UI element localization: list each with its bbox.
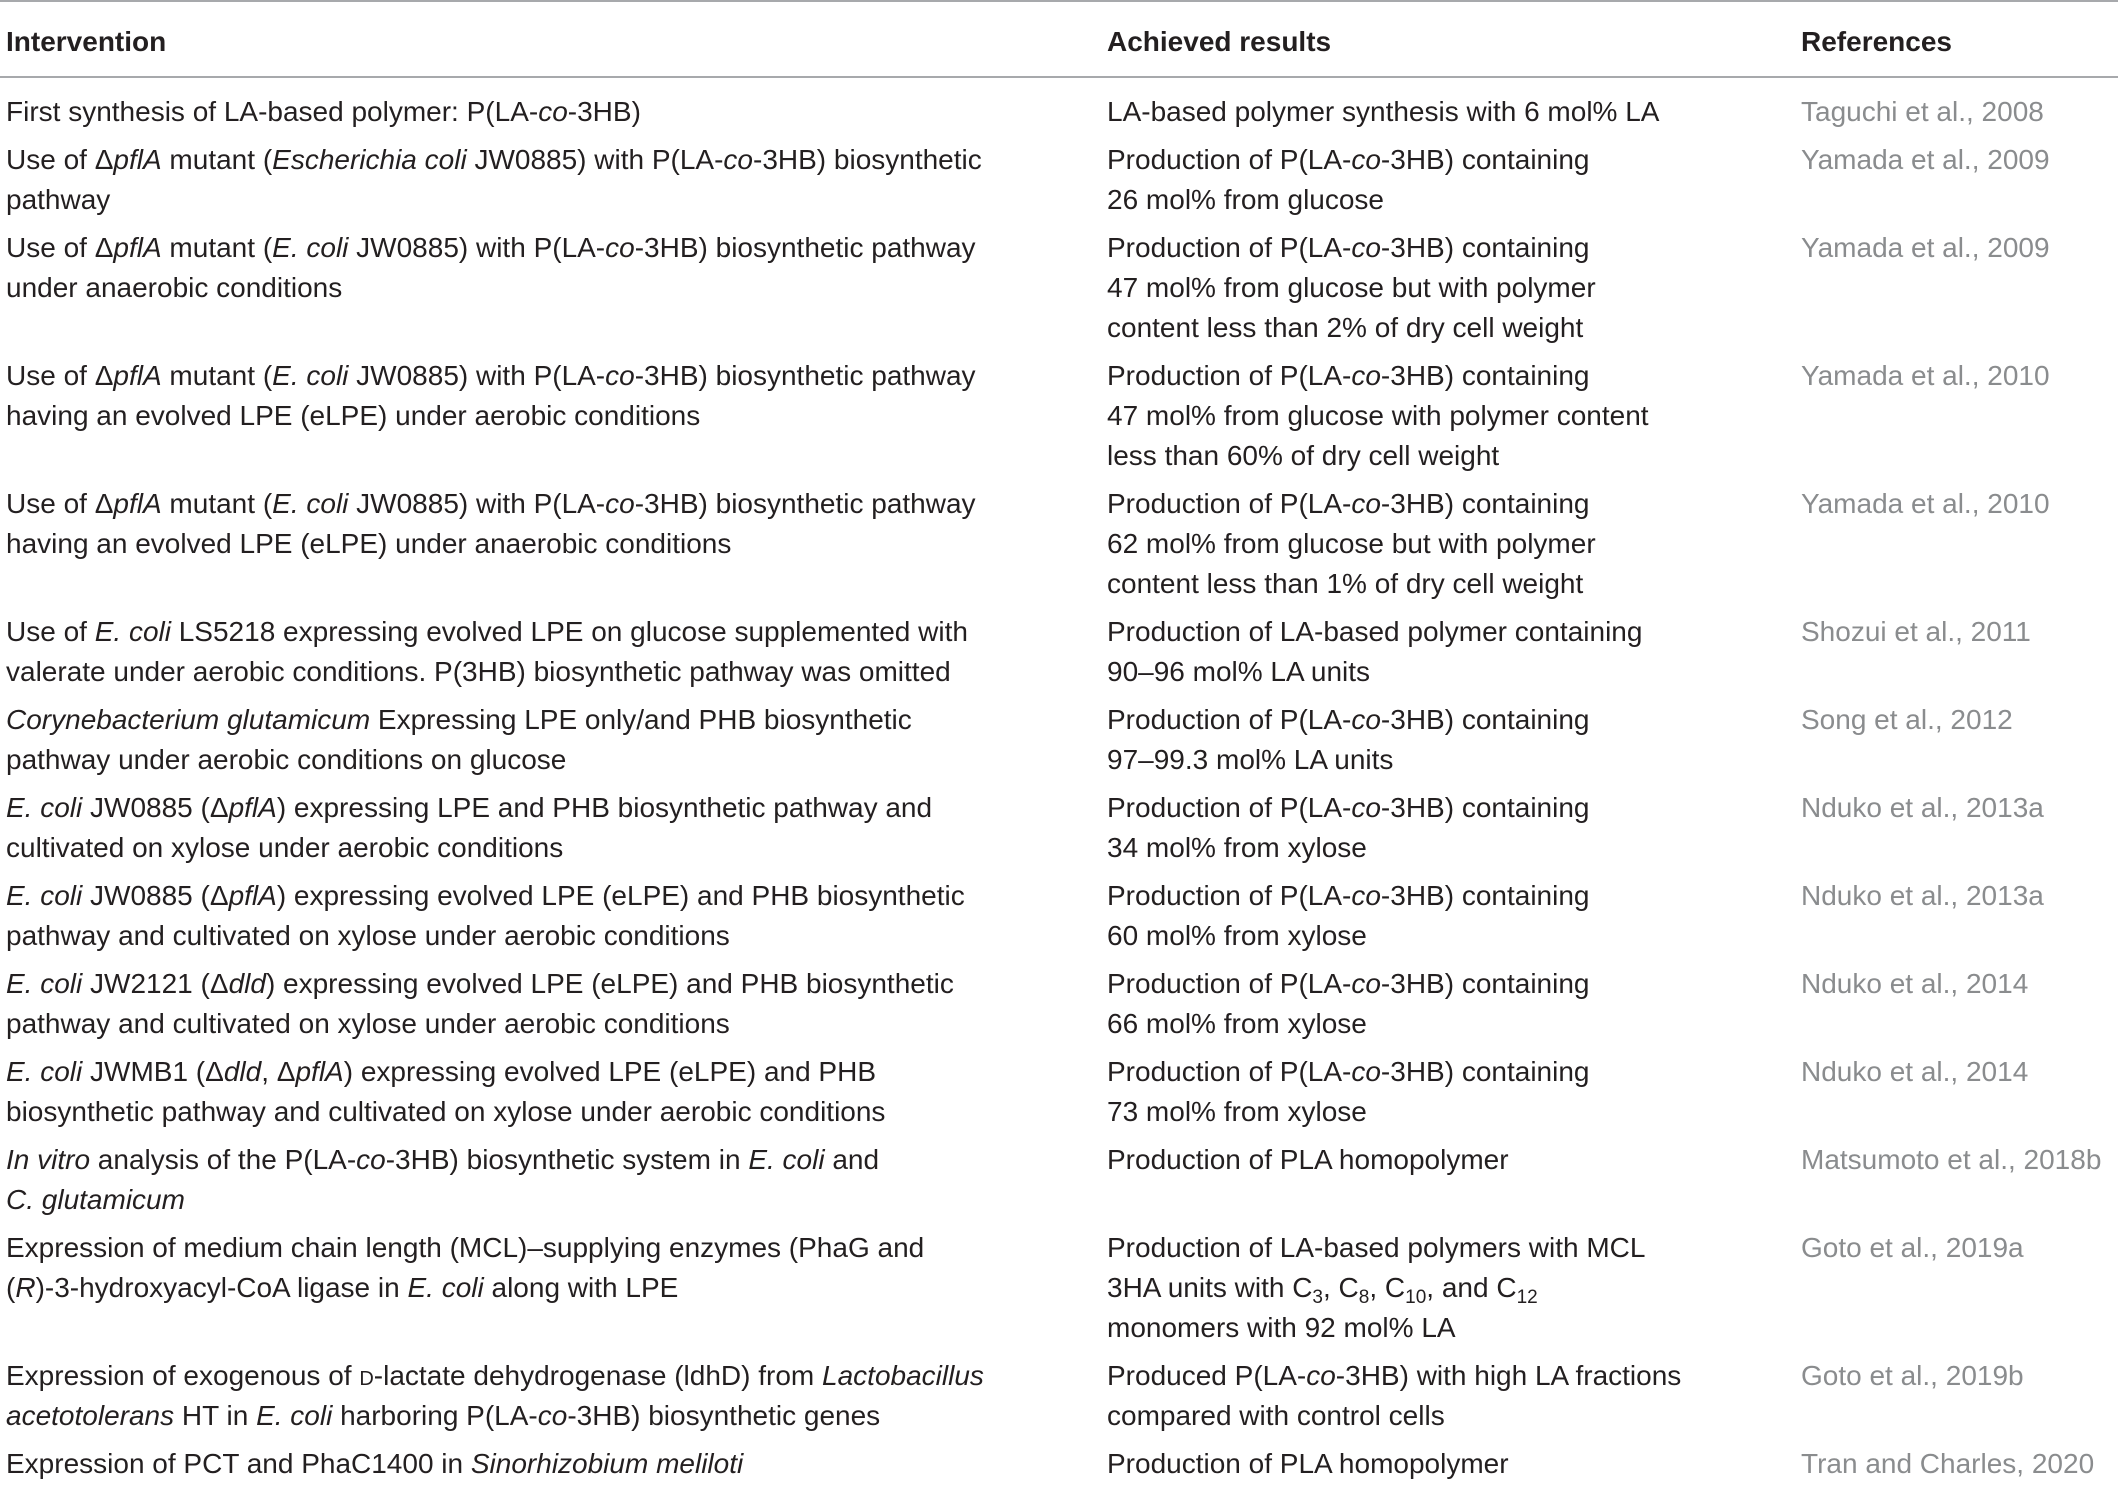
cell-reference: Yamada et al., 2010	[1801, 488, 2050, 519]
cell-intervention: Expression of exogenous of d-lactate dehydrogenase (ldhD) from Lactobacillus acetotolerans HT in E. coli harboring P(LA-co-3HB) biosynthetic genes	[6, 1360, 984, 1431]
table-row	[0, 608, 2118, 696]
cell-intervention: Corynebacterium glutamicum Expressing LPE only/and PHB biosynthetic pathway under aerobic conditions on glucose	[6, 704, 912, 775]
table-row	[0, 480, 2118, 608]
cell-reference: Nduko et al., 2014	[1801, 1056, 2029, 1087]
table-row	[0, 1136, 2118, 1224]
cell-intervention: Use of ΔpflA mutant (E. coli JW0885) with P(LA-co-3HB) biosynthetic pathway having an evolved LPE (eLPE) under anaerobic conditions	[6, 488, 976, 559]
cell-reference: Goto et al., 2019b	[1801, 1360, 2024, 1391]
cell-intervention: In vitro analysis of the P(LA-co-3HB) biosynthetic system in E. coli and C. glutamicum	[6, 1144, 880, 1215]
cell-achieved-result: Production of P(LA-co-3HB) containing 97–99.3 mol% LA units	[1107, 704, 1590, 775]
table-row	[0, 352, 2118, 480]
cell-intervention: First synthesis of LA-based polymer: P(LA-co-3HB)	[6, 96, 641, 127]
table-row	[0, 1440, 2118, 1488]
cell-achieved-result: Production of P(LA-co-3HB) containing 66 mol% from xylose	[1107, 968, 1590, 1039]
header-intervention: Intervention	[0, 1, 1101, 77]
cell-intervention: Expression of medium chain length (MCL)–supplying enzymes (PhaG and (R)-3-hydroxyacyl-CoA ligase in E. coli along with LPE	[6, 1232, 925, 1303]
table-row	[0, 696, 2118, 784]
cell-achieved-result: Production of P(LA-co-3HB) containing 47 mol% from glucose with polymer content less than 60% of dry cell weight	[1107, 360, 1649, 471]
cell-intervention: Use of E. coli LS5218 expressing evolved LPE on glucose supplemented with valerate under aerobic conditions. P(3HB) biosynthetic pathway was omitted	[6, 616, 968, 687]
cell-reference: Yamada et al., 2010	[1801, 360, 2050, 391]
cell-achieved-result: Production of P(LA-co-3HB) containing 60 mol% from xylose	[1107, 880, 1590, 951]
cell-achieved-result: Production of LA-based polymer containing 90–96 mol% LA units	[1107, 616, 1643, 687]
table-body	[0, 77, 2118, 1488]
table-row	[0, 960, 2118, 1048]
table-row	[0, 1048, 2118, 1136]
cell-achieved-result: Production of P(LA-co-3HB) containing 62 mol% from glucose but with polymer content less than 1% of dry cell weight	[1107, 488, 1596, 599]
table-row	[0, 1352, 2118, 1440]
cell-reference: Taguchi et al., 2008	[1801, 96, 2044, 127]
table-row	[0, 136, 2118, 224]
table-row	[0, 1224, 2118, 1352]
header-row	[0, 1, 2118, 77]
cell-achieved-result: Production of PLA homopolymer	[1107, 1448, 1509, 1479]
header-references: References	[1801, 1, 2118, 77]
cell-achieved-result: Production of PLA homopolymer	[1107, 1144, 1509, 1175]
cell-achieved-result: LA-based polymer synthesis with 6 mol% LA	[1107, 96, 1660, 127]
header-achieved-results: Achieved results	[1101, 1, 1801, 77]
cell-intervention: Use of ΔpflA mutant (E. coli JW0885) with P(LA-co-3HB) biosynthetic pathway having an evolved LPE (eLPE) under aerobic conditions	[6, 360, 976, 431]
cell-intervention: E. coli JWMB1 (Δdld, ΔpflA) expressing evolved LPE (eLPE) and PHB biosynthetic pathway and cultivated on xylose under aerobic conditions	[6, 1056, 886, 1127]
cell-intervention: E. coli JW0885 (ΔpflA) expressing LPE and PHB biosynthetic pathway and cultivated on xylose under aerobic conditions	[6, 792, 933, 863]
table-row	[0, 784, 2118, 872]
cell-intervention: Use of ΔpflA mutant (Escherichia coli JW0885) with P(LA-co-3HB) biosynthetic pathway	[6, 144, 982, 215]
table-row	[0, 224, 2118, 352]
cell-reference: Yamada et al., 2009	[1801, 144, 2050, 175]
cell-intervention: E. coli JW2121 (Δdld) expressing evolved LPE (eLPE) and PHB biosynthetic pathway and cultivated on xylose under aerobic conditions	[6, 968, 954, 1039]
cell-reference: Nduko et al., 2014	[1801, 968, 2029, 999]
cell-intervention: Use of ΔpflA mutant (E. coli JW0885) with P(LA-co-3HB) biosynthetic pathway under anaerobic conditions	[6, 232, 976, 303]
cell-achieved-result: Production of P(LA-co-3HB) containing 26 mol% from glucose	[1107, 144, 1590, 215]
cell-reference: Nduko et al., 2013a	[1801, 792, 2044, 823]
cell-achieved-result: Production of LA-based polymers with MCL 3HA units with $C_3$, $C_8$, $C_{10}$, and $C_{12}$ monomers with 92 mol% LA	[1107, 1232, 1646, 1343]
cell-achieved-result: Produced P(LA-co-3HB) with high LA fractions compared with control cells	[1107, 1360, 1682, 1431]
cell-reference: Goto et al., 2019a	[1801, 1232, 2024, 1263]
table-header	[0, 1, 2118, 77]
cell-reference: Nduko et al., 2013a	[1801, 880, 2044, 911]
cell-achieved-result: Production of P(LA-co-3HB) containing 47 mol% from glucose but with polymer content less than 2% of dry cell weight	[1107, 232, 1596, 343]
cell-reference: Tran and Charles, 2020	[1801, 1448, 2095, 1479]
cell-reference: Song et al., 2012	[1801, 704, 2013, 735]
table-row	[0, 872, 2118, 960]
cell-achieved-result: Production of P(LA-co-3HB) containing 73 mol% from xylose	[1107, 1056, 1590, 1127]
cell-intervention: E. coli JW0885 (ΔpflA) expressing evolved LPE (eLPE) and PHB biosynthetic pathway and cultivated on xylose under aerobic conditions	[6, 880, 965, 951]
table-row	[0, 77, 2118, 136]
cell-reference: Matsumoto et al., 2018b	[1801, 1144, 2102, 1175]
cell-reference: Shozui et al., 2011	[1801, 616, 2031, 647]
cell-reference: Yamada et al., 2009	[1801, 232, 2050, 263]
cell-intervention: Expression of PCT and PhaC1400 in Sinorhizobium meliloti	[6, 1448, 744, 1479]
cell-achieved-result: Production of P(LA-co-3HB) containing 34 mol% from xylose	[1107, 792, 1590, 863]
